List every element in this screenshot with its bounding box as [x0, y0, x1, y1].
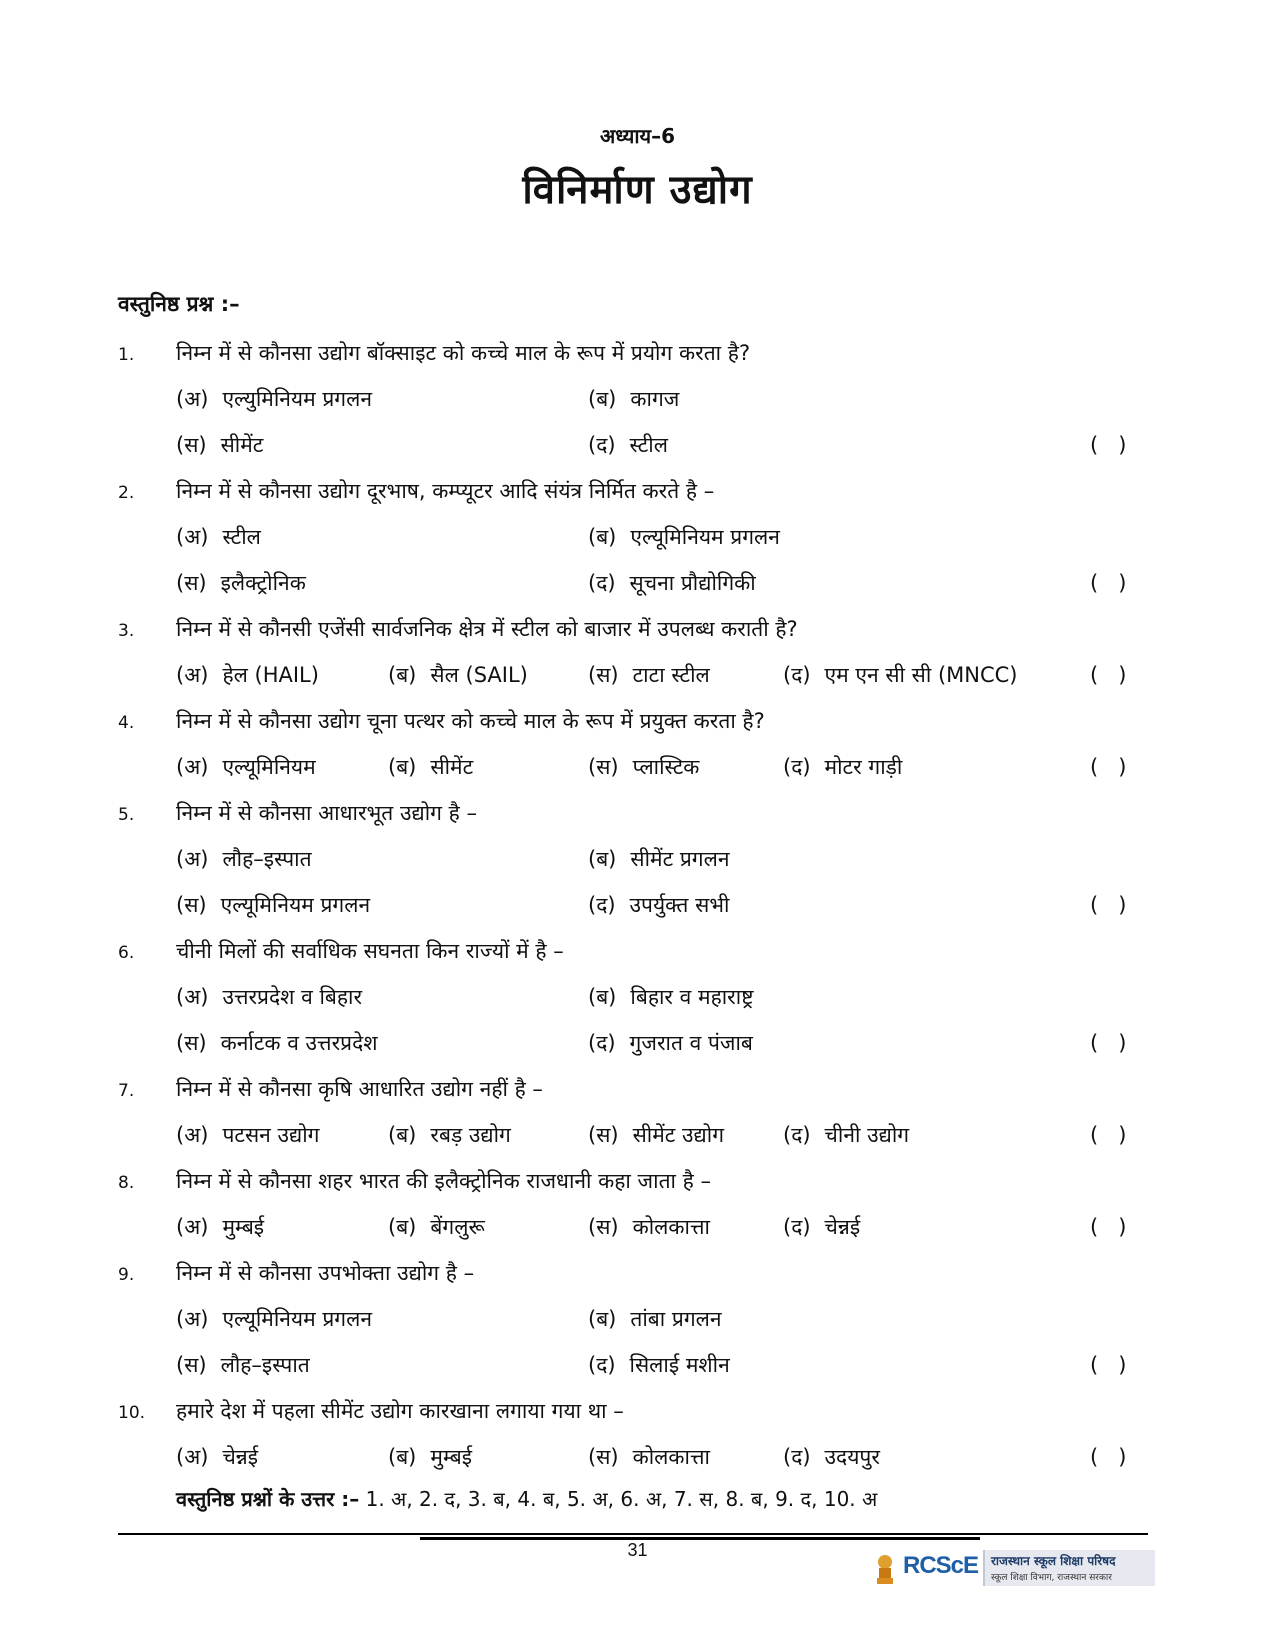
option-text: पटसन उद्योग — [222, 1123, 320, 1147]
question-list — [118, 330, 1138, 1480]
option — [176, 1434, 258, 1480]
option — [388, 744, 473, 790]
option-label: (अ) — [176, 1307, 209, 1331]
options-row — [118, 1020, 1138, 1066]
option-label: (स) — [176, 1353, 207, 1377]
question-item — [118, 1066, 1138, 1158]
question-row — [118, 606, 1138, 652]
option-label: (द) — [783, 1445, 811, 1469]
option-label: (अ) — [176, 1215, 209, 1239]
option — [176, 652, 319, 698]
option-label: (द) — [783, 755, 811, 779]
question-row — [118, 1066, 1138, 1112]
option-text: एल्यूमिनियम प्रगलन — [222, 1307, 372, 1331]
option-text: चेन्नई — [222, 1445, 259, 1469]
option-label: (ब) — [588, 847, 617, 871]
option-label: (अ) — [176, 847, 209, 871]
question-item — [118, 698, 1138, 790]
option-label: (अ) — [176, 985, 209, 1009]
option — [588, 836, 730, 882]
option-label: (अ) — [176, 755, 209, 779]
options-row — [118, 1296, 1138, 1342]
option-label: (द) — [588, 571, 616, 595]
options-row — [118, 514, 1138, 560]
answer-bracket: ( ) — [1090, 1445, 1127, 1469]
question-text: निम्न में से कौनसा उद्योग बॉक्साइट को कच्चे माल के रूप में प्रयोग करता है? — [176, 341, 751, 365]
answer-bracket: ( ) — [1090, 1123, 1127, 1147]
question-row — [118, 1388, 1138, 1434]
option-label: (ब) — [588, 525, 617, 549]
option-text: कोलकात्ता — [632, 1215, 710, 1239]
question-text: निम्न में से कौनसा शहर भारत की इलैक्ट्रोनिक राजधानी कहा जाता है – — [176, 1169, 711, 1193]
options-row — [118, 744, 1138, 790]
option-text: लौह–इस्पात — [220, 1353, 310, 1377]
option-text: टाटा स्टील — [632, 663, 710, 687]
option-text: मोटर गाड़ी — [824, 755, 903, 779]
question-item — [118, 606, 1138, 698]
option-text: स्टील — [222, 525, 261, 549]
option-text: गुजरात व पंजाब — [629, 1031, 753, 1055]
option — [176, 1112, 319, 1158]
option-text: बिहार व महाराष्ट्र — [630, 985, 754, 1009]
option — [588, 974, 753, 1020]
question-text: निम्न में से कौनसा उद्योग चूना पत्थर को कच्चे माल के रूप में प्रयुक्त करता है? — [176, 709, 765, 733]
option-label: (अ) — [176, 663, 209, 687]
option-text: मुम्बई — [222, 1215, 265, 1239]
logo-text: RCScE — [903, 1552, 979, 1579]
answer-bracket: ( ) — [1090, 433, 1127, 457]
option-label: (द) — [588, 1353, 616, 1377]
options-row — [118, 652, 1138, 698]
option — [176, 974, 362, 1020]
option-text: सीमेंट — [220, 433, 264, 457]
option-label: (ब) — [388, 663, 417, 687]
options-row — [118, 1342, 1138, 1388]
option-label: (स) — [176, 433, 207, 457]
option — [388, 1434, 472, 1480]
option-label: (स) — [588, 663, 619, 687]
options-row — [118, 376, 1138, 422]
option-text: रबड़ उद्योग — [430, 1123, 511, 1147]
option-text: एल्यूमिनियम — [222, 755, 316, 779]
option-text: एल्यूमिनियम प्रगलन — [220, 893, 371, 917]
option-label: (द) — [783, 1123, 811, 1147]
answer-bracket: ( ) — [1090, 1215, 1127, 1239]
option — [176, 836, 312, 882]
options-row — [118, 1434, 1138, 1480]
option-text: मुम्बई — [430, 1445, 473, 1469]
question-number: 4. — [118, 713, 135, 733]
option — [783, 652, 1018, 698]
answer-bracket: ( ) — [1090, 1031, 1127, 1055]
answer-key — [176, 1485, 877, 1512]
option-label: (स) — [588, 1123, 619, 1147]
option — [388, 1112, 511, 1158]
option-label: (ब) — [388, 1445, 417, 1469]
question-text: निम्न में से कौनसा आधारभूत उद्योग है – — [176, 801, 477, 825]
answer-key-text: 1. अ, 2. द, 3. ब, 4. ब, 5. अ, 6. अ, 7. स, 8. ब, 9. द, 10. अ — [365, 1487, 878, 1511]
option-label: (ब) — [388, 1215, 417, 1239]
question-item — [118, 1158, 1138, 1250]
question-number: 6. — [118, 943, 135, 963]
option-text: सैल (SAIL) — [430, 663, 528, 687]
option — [588, 1434, 710, 1480]
option — [588, 882, 729, 928]
option-text: सूचना प्रौद्योगिकी — [629, 571, 756, 595]
option-label: (ब) — [588, 1307, 617, 1331]
page-number: 31 — [627, 1540, 648, 1560]
option-label: (स) — [176, 571, 207, 595]
answer-bracket: ( ) — [1090, 1353, 1127, 1377]
question-number: 8. — [118, 1173, 135, 1193]
option-text: एल्यूमिनियम प्रगलन — [630, 525, 780, 549]
options-row — [118, 836, 1138, 882]
option-label: (स) — [176, 893, 207, 917]
option — [176, 560, 306, 606]
option — [588, 1204, 710, 1250]
option — [176, 422, 263, 468]
options-row — [118, 1112, 1138, 1158]
option — [388, 1204, 485, 1250]
question-item — [118, 1388, 1138, 1480]
options-row — [118, 422, 1138, 468]
option-text: प्लास्टिक — [632, 755, 700, 779]
option — [588, 560, 756, 606]
option-text: सीमेंट उद्योग — [632, 1123, 725, 1147]
question-number: 10. — [118, 1403, 146, 1423]
option — [388, 652, 528, 698]
option-text: उपर्युक्त सभी — [629, 893, 730, 917]
options-row — [118, 882, 1138, 928]
question-number: 5. — [118, 805, 135, 825]
option — [588, 744, 699, 790]
logo-subtitle: राजस्थान स्कूल शिक्षा परिषद — [991, 1554, 1116, 1568]
option-text: एल्युमिनियम प्रगलन — [222, 387, 372, 411]
option-label: (स) — [588, 1215, 619, 1239]
option — [176, 1296, 372, 1342]
option — [176, 376, 372, 422]
question-number: 9. — [118, 1265, 135, 1285]
option-label: (अ) — [176, 1445, 209, 1469]
option-text: तांबा प्रगलन — [630, 1307, 722, 1331]
answer-key-heading: वस्तुनिष्ठ प्रश्नों के उत्तर :– — [176, 1487, 360, 1511]
option — [176, 514, 261, 560]
option-label: (स) — [588, 1445, 619, 1469]
question-number: 7. — [118, 1081, 135, 1101]
answer-bracket: ( ) — [1090, 571, 1127, 595]
option — [783, 1204, 860, 1250]
answer-bracket: ( ) — [1090, 755, 1127, 779]
option-text: उदयपुर — [824, 1445, 880, 1469]
option-text: उत्तरप्रदेश व बिहार — [222, 985, 363, 1009]
question-item — [118, 468, 1138, 606]
option-label: (ब) — [588, 985, 617, 1009]
option-text: चीनी उद्योग — [824, 1123, 910, 1147]
question-text: निम्न में से कौनसा कृषि आधारित उद्योग नहीं है – — [176, 1077, 543, 1101]
question-row — [118, 790, 1138, 836]
answer-bracket: ( ) — [1090, 663, 1127, 687]
question-text: चीनी मिलों की सर्वाधिक सघनता किन राज्यों में है – — [176, 939, 564, 963]
question-item — [118, 330, 1138, 468]
option — [783, 1434, 880, 1480]
option-text: हेल (HAIL) — [222, 663, 319, 687]
question-number: 2. — [118, 483, 135, 503]
option-text: सिलाई मशीन — [629, 1353, 730, 1377]
option-text: सीमेंट — [430, 755, 474, 779]
footer-rule — [118, 1533, 1148, 1535]
option-label: (द) — [588, 433, 616, 457]
option — [783, 1112, 909, 1158]
question-row — [118, 468, 1138, 514]
option-text: कागज — [630, 387, 680, 411]
option — [176, 744, 316, 790]
question-row — [118, 1250, 1138, 1296]
question-row — [118, 698, 1138, 744]
rcsce-logo — [873, 1546, 1153, 1592]
question-item — [118, 790, 1138, 928]
question-number: 1. — [118, 345, 135, 365]
chapter-label: अध्याय–6 — [599, 124, 676, 148]
option-label: (अ) — [176, 525, 209, 549]
option-text: बेंगलुरू — [430, 1215, 485, 1239]
option-label: (स) — [588, 755, 619, 779]
logo-subtitle-2: स्कूल शिक्षा विभाग, राजस्थान सरकार — [991, 1573, 1112, 1583]
option — [588, 514, 780, 560]
option-label: (ब) — [588, 387, 617, 411]
option — [588, 422, 668, 468]
question-row — [118, 928, 1138, 974]
options-row — [118, 974, 1138, 1020]
option — [588, 1296, 722, 1342]
option-label: (द) — [588, 1031, 616, 1055]
option-label: (ब) — [388, 755, 417, 779]
option — [588, 1342, 730, 1388]
option — [176, 882, 370, 928]
option-text: कोलकात्ता — [632, 1445, 710, 1469]
option-label: (स) — [176, 1031, 207, 1055]
option — [588, 1112, 724, 1158]
page-title: विनिर्माण उद्योग — [522, 167, 753, 213]
option-label: (अ) — [176, 1123, 209, 1147]
option-text: लौह–इस्पात — [222, 847, 312, 871]
option-label: (अ) — [176, 387, 209, 411]
question-item — [118, 1250, 1138, 1388]
question-text: हमारे देश में पहला सीमेंट उद्योग कारखाना लगाया गया था – — [176, 1399, 624, 1423]
question-text: निम्न में से कौनसी एजेंसी सार्वजनिक क्षेत्र में स्टील को बाजार में उपलब्ध कराती है? — [176, 617, 798, 641]
question-item — [118, 928, 1138, 1066]
question-number: 3. — [118, 621, 135, 641]
answer-bracket: ( ) — [1090, 893, 1127, 917]
option-text: चेन्नई — [824, 1215, 861, 1239]
option-label: (द) — [783, 1215, 811, 1239]
option-label: (द) — [588, 893, 616, 917]
option — [176, 1020, 378, 1066]
option-text: कर्नाटक व उत्तरप्रदेश — [220, 1031, 378, 1055]
option — [783, 744, 902, 790]
question-text: निम्न में से कौनसा उपभोक्ता उद्योग है – — [176, 1261, 475, 1285]
option-text: सीमेंट प्रगलन — [630, 847, 730, 871]
question-row — [118, 330, 1138, 376]
emblem-icon — [873, 1548, 897, 1588]
options-row — [118, 1204, 1138, 1250]
option — [176, 1342, 310, 1388]
option — [588, 652, 710, 698]
question-text: निम्न में से कौनसा उद्योग दूरभाष, कम्प्यूटर आदि संयंत्र निर्मित करते है – — [176, 479, 715, 503]
section-heading: वस्तुनिष्ठ प्रश्न :– — [118, 292, 240, 316]
option-text: इलैक्ट्रोनिक — [220, 571, 306, 595]
options-row — [118, 560, 1138, 606]
question-row — [118, 1158, 1138, 1204]
option — [176, 1204, 264, 1250]
option-text: स्टील — [629, 433, 668, 457]
option — [588, 1020, 753, 1066]
option-label: (ब) — [388, 1123, 417, 1147]
option-label: (द) — [783, 663, 811, 687]
option-text: एम एन सी सी (MNCC) — [824, 663, 1018, 687]
option — [588, 376, 679, 422]
